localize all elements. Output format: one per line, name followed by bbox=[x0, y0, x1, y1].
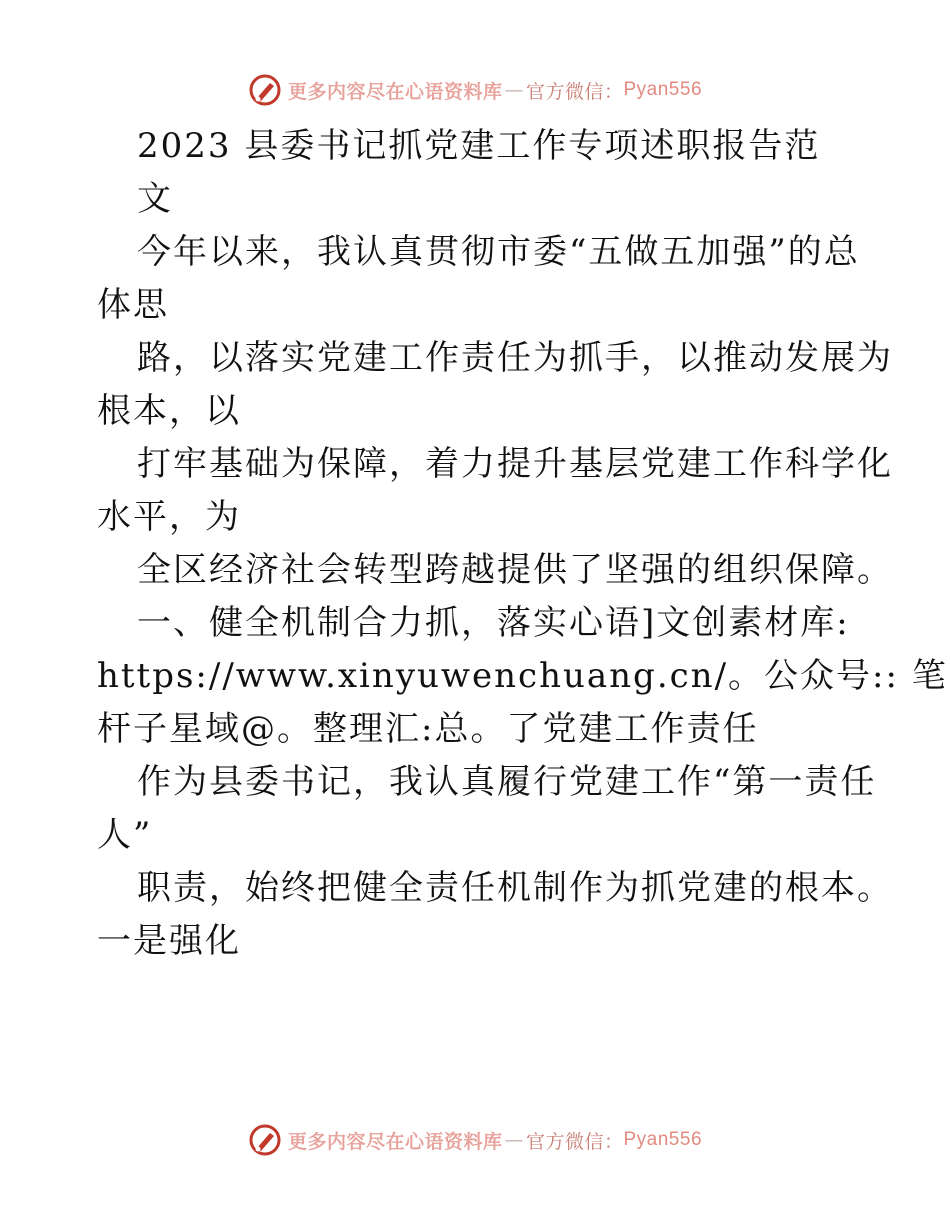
pen-logo-icon bbox=[248, 1123, 282, 1157]
banner-contact-label: 官方微信： bbox=[525, 80, 624, 103]
banner-slogan: 更多内容尽在心语资料库 bbox=[287, 1130, 503, 1153]
banner-contact-id: Pyan556 bbox=[623, 1129, 703, 1150]
footer-banner bbox=[0, 1120, 950, 1160]
text-line: 2023 县委书记抓党建工作专项述职报告范 bbox=[137, 126, 821, 166]
text-line: 一、健全机制合力抓，落实心语]文创素材库: bbox=[137, 603, 850, 643]
banner-separator: — bbox=[504, 79, 524, 101]
text-line: 作为县委书记，我认真履行党建工作“第一责任 bbox=[137, 762, 877, 802]
banner-separator: — bbox=[504, 1129, 524, 1151]
text-line: 全区经济社会转型跨越提供了坚强的组织保障。 bbox=[137, 550, 893, 590]
text-line: 杆子星域@。整理汇:总。了党建工作责任 bbox=[97, 709, 759, 749]
banner-contact-label: 官方微信： bbox=[525, 1130, 624, 1153]
text-line: 水平，为 bbox=[97, 497, 241, 537]
pen-logo-icon bbox=[248, 73, 282, 107]
text-line: 一是强化 bbox=[97, 921, 241, 961]
text-line: 根本，以 bbox=[97, 391, 241, 431]
text-line: 文 bbox=[137, 179, 173, 219]
text-line: 体思 bbox=[97, 285, 169, 325]
text-line: 打牢基础为保障，着力提升基层党建工作科学化 bbox=[137, 444, 893, 484]
banner-contact-id: Pyan556 bbox=[623, 79, 703, 100]
banner-slogan: 更多内容尽在心语资料库 bbox=[287, 80, 503, 103]
text-line: https://www.xinyuwenchuang.cn/。公众号:: 笔 bbox=[97, 656, 948, 696]
text-line: 职责，始终把健全责任机制作为抓党建的根本。 bbox=[137, 868, 893, 908]
header-banner bbox=[0, 70, 950, 110]
text-line: 今年以来，我认真贯彻市委“五做五加强”的总 bbox=[137, 232, 860, 272]
document-body bbox=[97, 120, 948, 968]
text-line: 路，以落实党建工作责任为抓手，以推动发展为 bbox=[137, 338, 893, 378]
text-line: 人” bbox=[97, 815, 153, 855]
